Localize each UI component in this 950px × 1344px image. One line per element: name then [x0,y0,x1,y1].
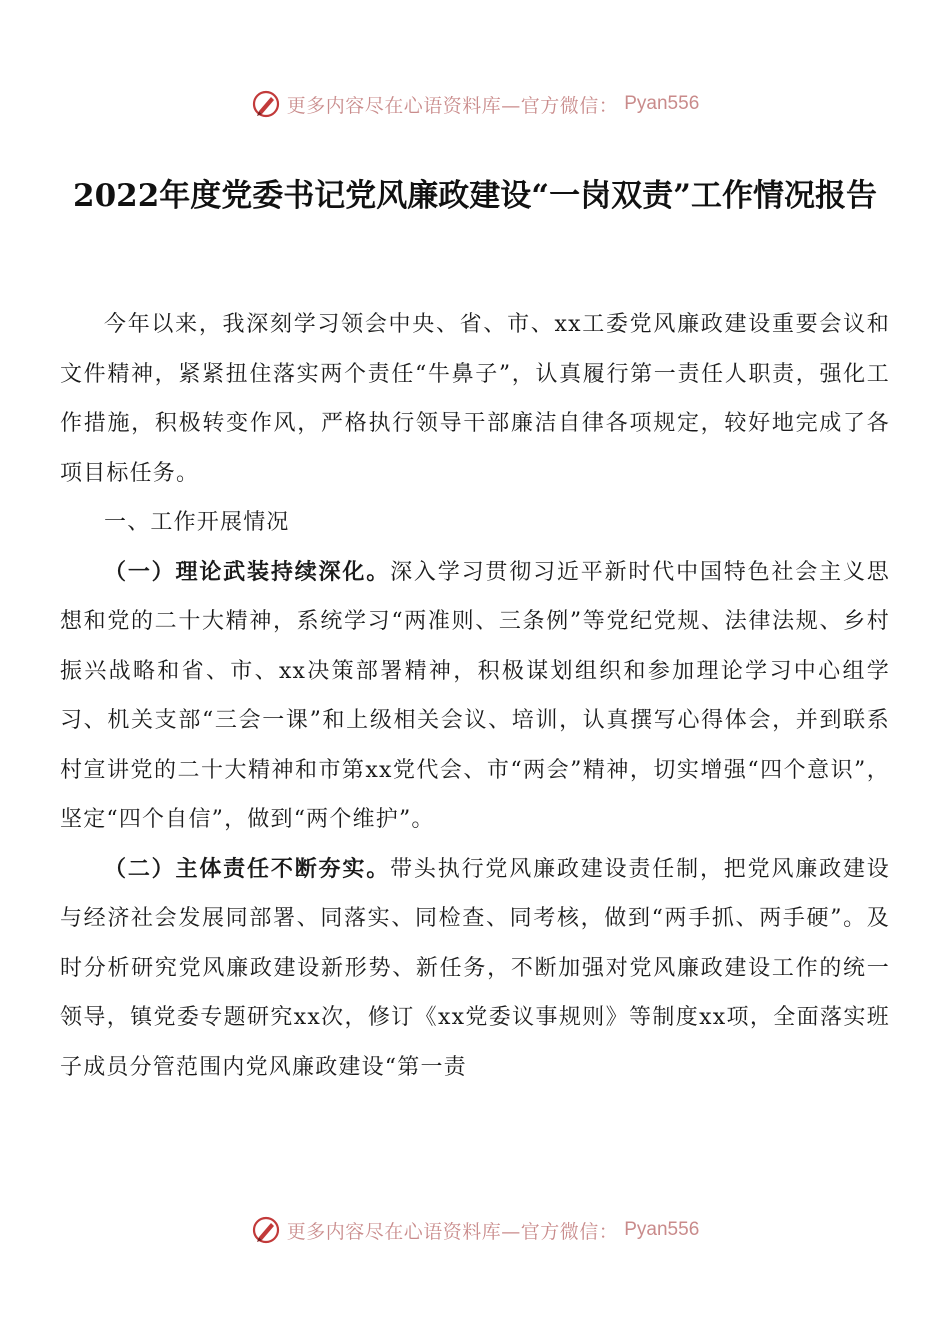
intro-paragraph: 今年以来，我深刻学习领会中央、省、市、xx工委党风廉政建设重要会议和文件精神，紧紧扭住落实两个责任“牛鼻子”，认真履行第一责任人职责，强化工作措施，积极转变作风，严格执行领导干部廉洁自律各项规定，较好地完成了各项目标任务。 [60,312,890,486]
item-1-lead: （一）理论武装持续深化。 [104,558,391,585]
pen-logo-icon [251,1215,281,1245]
section-heading: 一、工作开展情况 [104,510,290,535]
item-2-paragraph [60,845,890,1093]
pen-logo-icon [251,89,281,119]
item-2-body: 带头执行党风廉政建设责任制，把党风廉政建设与经济社会发展同部署、同落实、同检查、同考核，做到“两手抓、两手硬”。及时分析研究党风廉政建设新形势、新任务，不断加强对党风廉政建设工作的统一领导，镇党委专题研究xx次，修订《xx党委议事规则》等制度xx项，全面落实班子成员分管范围内党风廉政建设“第一责 [60,856,891,1080]
watermark-handle: Pyan556 [624,1219,700,1240]
watermark-text: 更多内容尽在心语资料库—官方微信： [286,94,619,117]
document-body [60,300,890,1092]
watermark-header [0,84,950,124]
item-2-lead: （二）主体责任不断夯实。 [104,855,391,882]
document-title: 2022年度党委书记党风廉政建设“一岗双责”工作情况报告 [73,178,877,214]
watermark-text: 更多内容尽在心语资料库—官方微信： [286,1220,619,1243]
watermark-handle: Pyan556 [624,93,700,114]
item-1-body: 深入学习贯彻习近平新时代中国特色社会主义思想和党的二十大精神，系统学习“两准则、三条例”等党纪党规、法律法规、乡村振兴战略和省、市、xx决策部署精神，积极谋划组织和参加理论学习中心组学习、机关支部“三会一课”和上级相关会议、培训，认真撰写心得体会，并到联系村宣讲党的二十大精神和市第xx党代会、市“两会”精神，切实增强“四个意识”，坚定“四个自信”，做到“两个维护”。 [60,559,891,832]
watermark-footer [0,1210,950,1250]
item-1-paragraph [60,548,890,845]
